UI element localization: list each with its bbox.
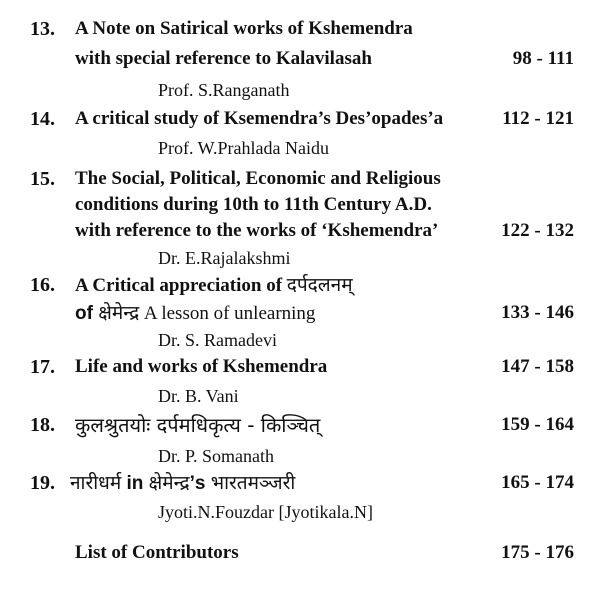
entry-author: Prof. S.Ranganath bbox=[158, 80, 290, 100]
contributors-label: List of Contributors bbox=[75, 542, 239, 563]
entry-title-line: A critical study of Ksemendra’s Des’opades’a bbox=[75, 108, 444, 129]
entry-author: Dr. B. Vani bbox=[158, 386, 239, 406]
entry-pages: 159 - 164 bbox=[501, 414, 574, 435]
entry-author: Prof. W.Prahlada Naidu bbox=[158, 138, 329, 158]
entry-number: 17. bbox=[30, 356, 55, 378]
title-devanagari: क्षेमेन्द्र bbox=[148, 472, 190, 494]
entry-title-line: with special reference to Kalavilasah bbox=[75, 48, 372, 69]
entry-author: Dr. P. Somanath bbox=[158, 446, 275, 466]
title-devanagari: क्षेमेन्द्र bbox=[98, 302, 140, 324]
title-devanagari: भारतमञ्जरी bbox=[210, 472, 296, 494]
entry-title-line bbox=[70, 470, 295, 497]
title-text: in bbox=[121, 473, 149, 494]
entry-title-line: The Social, Political, Economic and Religious bbox=[75, 168, 441, 189]
entry-number: 15. bbox=[30, 168, 55, 190]
entry-pages: 122 - 132 bbox=[501, 220, 574, 241]
title-devanagari: दर्पदलनम् bbox=[286, 274, 353, 296]
contributors-pages: 175 - 176 bbox=[501, 542, 574, 563]
entry-number: 16. bbox=[30, 274, 55, 296]
entry-number: 19. bbox=[30, 472, 55, 494]
entry-author: Dr. E.Rajalakshmi bbox=[158, 248, 291, 268]
entry-author: Dr. S. Ramadevi bbox=[158, 330, 277, 350]
entry-title-line: conditions during 10th to 11th Century A.D. bbox=[75, 194, 432, 215]
title-text: A Critical appreciation of bbox=[75, 275, 287, 296]
entry-title-line: with reference to the works of ‘Kshemendra’ bbox=[75, 220, 439, 241]
entry-number: 18. bbox=[30, 414, 55, 436]
entry-pages: 133 - 146 bbox=[501, 302, 574, 323]
entry-title-line bbox=[75, 300, 315, 327]
entry-pages: 147 - 158 bbox=[501, 356, 574, 377]
entry-pages: 165 - 174 bbox=[501, 472, 574, 493]
entry-pages: 112 - 121 bbox=[502, 108, 574, 129]
title-text: ’s bbox=[189, 473, 211, 494]
entry-number: 14. bbox=[30, 108, 55, 130]
entry-title-line: Life and works of Kshemendra bbox=[75, 356, 328, 377]
title-devanagari: नारीधर्म bbox=[70, 472, 122, 494]
entry-author: Jyoti.N.Fouzdar [Jyotikala.N] bbox=[158, 502, 373, 522]
entry-title-devanagari: कुलश्रुतयोः दर्पमधिकृत्य - किञ्चित् bbox=[75, 413, 321, 437]
entry-title-line: A Note on Satirical works of Kshemendra bbox=[75, 18, 413, 39]
title-text: A lesson of unlearning bbox=[139, 303, 316, 324]
entry-title-line bbox=[75, 272, 353, 299]
title-text: of bbox=[75, 303, 99, 324]
entry-pages: 98 - 111 bbox=[512, 48, 574, 69]
entry-number: 13. bbox=[30, 18, 55, 40]
